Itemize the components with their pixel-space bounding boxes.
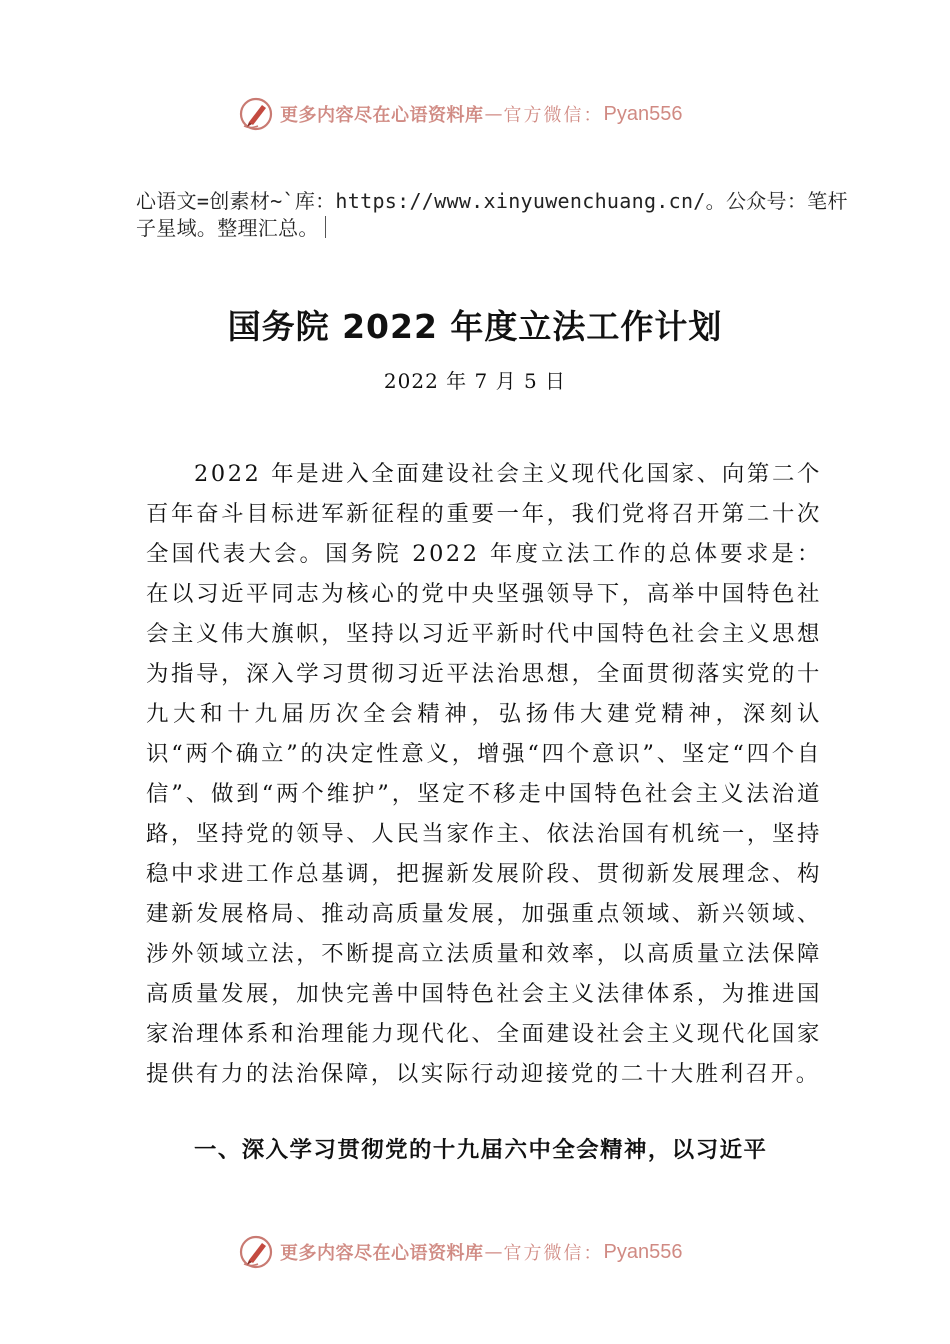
- section-heading: 一、深入学习贯彻党的十九届六中全会精神，以习近平: [194, 1137, 768, 1163]
- watermark-wechat-id: Pyan556: [603, 1240, 683, 1263]
- watermark-dash: —: [484, 103, 503, 125]
- watermark-banner-bottom: [238, 1232, 738, 1272]
- watermark-banner-top: [238, 94, 738, 134]
- source-notice: [136, 188, 848, 242]
- pen-circle-logo-icon: [238, 96, 274, 132]
- text-cursor: [325, 216, 326, 238]
- document-date: 2022 年 7 月 5 日: [383, 369, 567, 393]
- watermark-wechat-label: 官方微信：: [503, 1243, 604, 1264]
- pen-circle-logo-icon: [238, 1234, 274, 1270]
- source-notice-text: 心语文=创素材~`库：https://www.xinyuwenchuang.cn/。公众号：笔杆子星域。整理汇总。: [136, 189, 848, 240]
- watermark-text: 更多内容尽在心语资料库: [280, 1243, 484, 1264]
- document-title: 国务院 2022 年度立法工作计划: [227, 307, 723, 346]
- watermark-text: 更多内容尽在心语资料库: [280, 105, 484, 126]
- watermark-wechat-label: 官方微信：: [503, 105, 604, 126]
- watermark-wechat-id: Pyan556: [603, 102, 683, 125]
- body-paragraph: 2022 年是进入全面建设社会主义现代化国家、向第二个百年奋斗目标进军新征程的重要一年，我们党将召开第二十次全国代表大会。国务院 2022 年度立法工作的总体要求是：在以习近平同志为核心的党中央坚强领导下，高举中国特色社会主义伟大旗帜，坚持以习近平新时代中国特色社会主义思想为指导，深入学习贯彻习近平法治思想，全面贯彻落实党的十九大和十九届历次全会精神，弘扬伟大建党精神，深刻认识“两个确立”的决定性意义，增强“四个意识”、坚定“四个自信”、做到“两个维护”，坚定不移走中国特色社会主义法治道路，坚持党的领导、人民当家作主、依法治国有机统一，坚持稳中求进工作总基调，把握新发展阶段、贯彻新发展理念、构建新发展格局、推动高质量发展，加强重点领域、新兴领域、涉外领域立法，不断提高立法质量和效率，以高质量立法保障高质量发展，加快完善中国特色社会主义法律体系，为推进国家治理体系和治理能力现代化、全面建设社会主义现代化国家提供有力的法治保障，以实际行动迎接党的二十大胜利召开。: [146, 461, 822, 1087]
- watermark-dash: —: [484, 1241, 503, 1263]
